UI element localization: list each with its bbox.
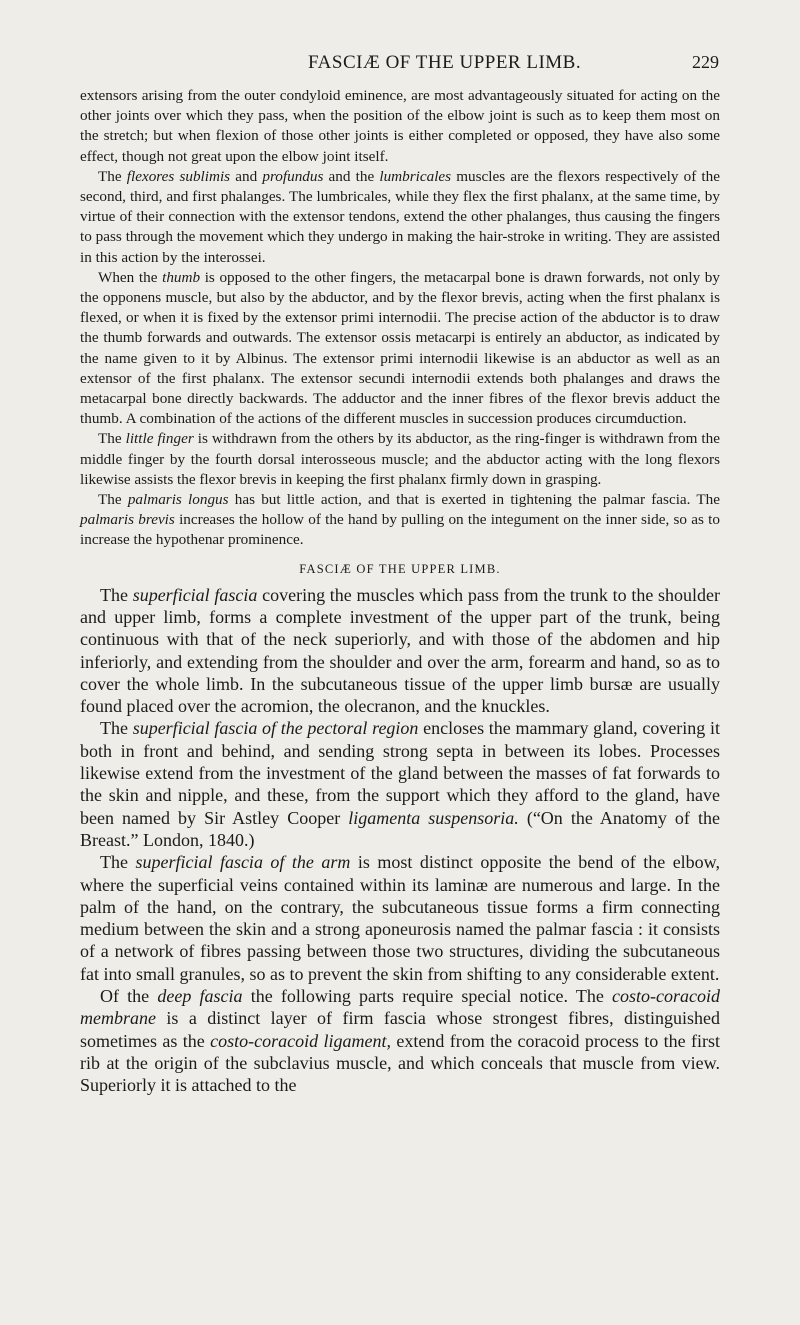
paragraph-arm-fascia: The superficial fascia of the arm is most distinct opposite the bend of the elbow, where the superficial veins contained within its laminæ are numerous and large. In the palm of the hand, on the contrary, the subcutaneous tissue forms a firm connecting medium between the skin and a strong aponeurosis named the palmar fascia : it consists of a network of fibres passing between those two structures, dividing the subcutaneous fat into small granules, so as to prevent the skin from shifting to any considerable extent. [80, 852, 721, 984]
page-body [80, 86, 720, 1097]
paragraph-superficial-fascia: The superficial fascia covering the muscles which pass from the trunk to the shoulder and upper limb, forms a complete investment of the upper part of the trunk, being continuous with that of the neck superiorly, and with those of the abdomen and hip inferiorly, and extending from the shoulder and over the arm, forearm and hand, so as to cover the whole limb. In the subcutaneous tissue of the upper limb bursæ are usually found placed over the acromion, the olecranon, and the knuckles. [80, 584, 720, 717]
paragraph-thumb: When the thumb is opposed to the other fingers, the metacarpal bone is drawn forwards, not only by the opponens muscle, but also by the abductor, and by the flexor brevis, acting when the first phalanx is flexed, or when it is fixed by the extensor primi internodii. The precise action of the abductor is to draw the thumb forwards and outwards. The extensor ossis metacarpi is entirely an abductor, as indicated by the name given to it by Albinus. The extensor primi internodii likewise is an abductor as well as an extensor of the first phalanx. The extensor secundi internodii extends both phalanges and draws the metacarpal bone directly backwards. The adductor and the inner fibres of the flexor brevis adduct the thumb. A combination of the actions of the different muscles in succession produces circumduction. [80, 268, 720, 428]
fasciae-section [80, 584, 720, 1097]
paragraph-extensors: extensors arising from the outer condyloid eminence, are most advantageously situated for acting on the other joints over which they pass, when the position of the elbow joint is such as to keep them most on the stretch; but when flexion of those other joints is either completed or opposed, they have also some effect, though not great upon the elbow joint itself. [80, 87, 720, 165]
section-heading: FASCIÆ OF THE UPPER LIMB. [299, 561, 501, 576]
paragraph-pectoral-fascia: The superficial fascia of the pectoral region encloses the mammary gland, covering it both in front and behind, and sending strong septa in between its lobes. Processes likewise extend from the investment of the gland between the masses of fat forwards to the skin and nipple, and these, from the support which they afford to the gland, have been named by Sir Astley Cooper ligamenta suspensoria. (“On the Anatomy of the Breast.” London, 1840.) [80, 718, 720, 850]
paragraph-deep-fascia: Of the deep fascia the following parts require special notice. The costo-coracoid membrane is a distinct layer of firm fascia whose strongest fibres, distinguished sometimes as the costo-coracoid ligament, extend from the coracoid process to the first rib at the origin of the subclavius muscle, and which conceals that muscle from view. Superiorly it is attached to the [80, 986, 721, 1096]
muscle-actions-section [80, 86, 720, 551]
paragraph-little-finger: The little finger is withdrawn from the others by its abductor, as the ring-finger is withdrawn from the middle finger by the fourth dorsal interosseous muscle; and the abductor acting with the long flexors likewise assists the flexor brevis in keeping the first phalanx firmly down in grasping. [80, 430, 720, 488]
running-title: FASCIÆ OF THE UPPER LIMB. [308, 52, 582, 73]
paragraph-palmaris: The palmaris longus has but little action, and that is exerted in tightening the palmar fascia. The palmaris brevis increases the hollow of the hand by pulling on the integument on the inner side, so as to increase the hypothenar prominence. [80, 491, 720, 549]
running-head [0, 52, 800, 76]
paragraph-flexores: The flexores sublimis and profundus and the lumbricales muscles are the flexors respectively of the second, third, and first phalanges. The lumbricales, while they flex the first phalanx, at the same time, by virtue of their connection with the extensor tendons, extend the other phalanges, thus causing the fingers to pass through the movement which they undergo in making the hair-stroke in writing. They are assisted in this action by the interossei. [80, 167, 720, 266]
page-number: 229 [692, 52, 719, 72]
